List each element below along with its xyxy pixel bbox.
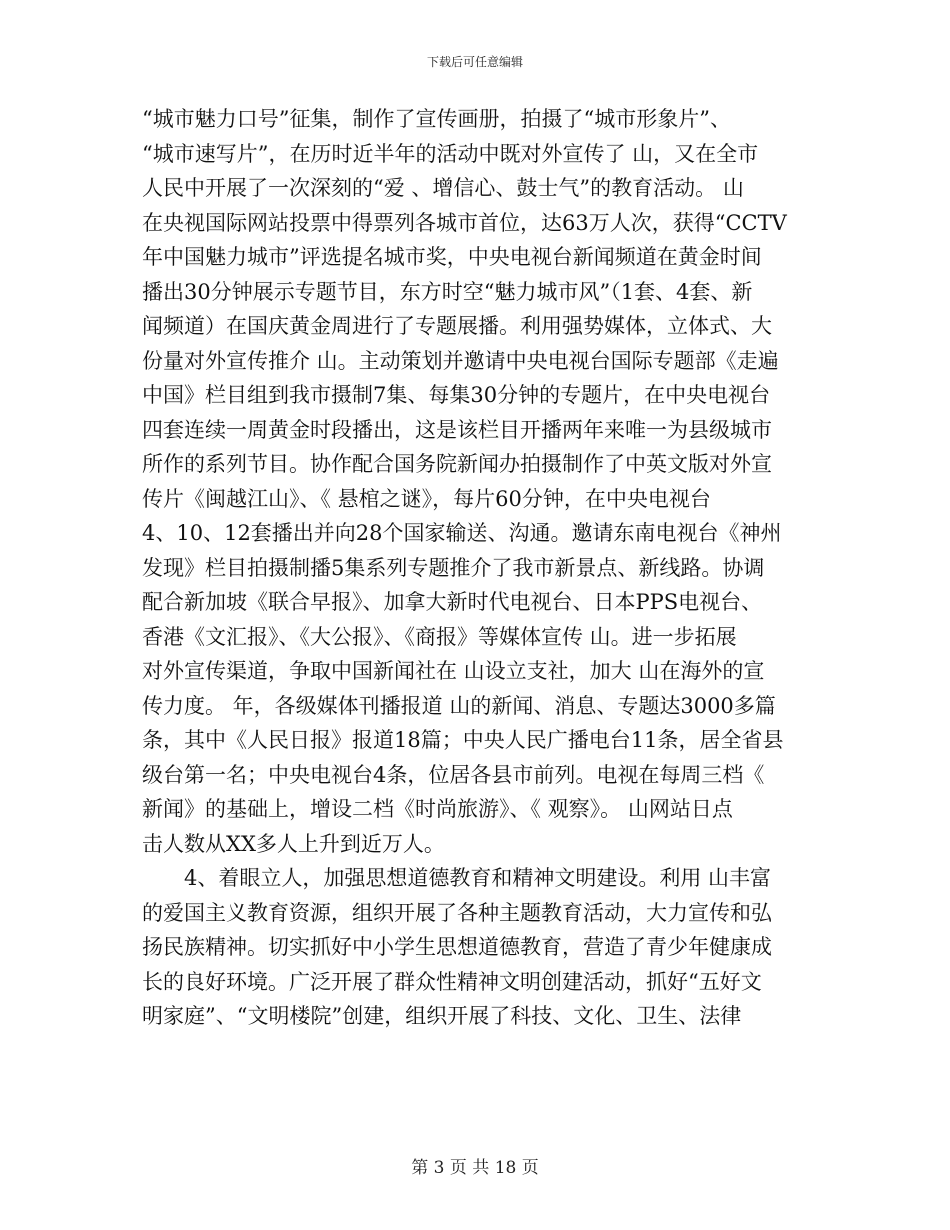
text-line: 传力度。 年，各级媒体刊播报道 山的新闻、消息、专题达3000多篇 (142, 693, 776, 718)
text-line: 击人数从XX多人上升到近万人。 (142, 831, 445, 856)
text-line: “城市速写片”，在历时近半年的活动中既对外宣传了 山，又在全市 (142, 141, 759, 166)
text-line: 级台第一名；中央电视台4条，位居各县市前列。电视在每周三档《 (142, 762, 765, 787)
text-line: 四套连续一周黄金时段播出，这是该栏目开播两年来唯一为县级城市 (142, 417, 772, 442)
text-line: 的爱国主义教育资源，组织开展了各种主题教育活动，大力宣传和弘 (142, 900, 772, 925)
document-body (142, 102, 818, 1034)
text-line: 传片《闽越江山》、《 悬棺之谜》，每片60分钟，在中央电视台 (142, 486, 711, 511)
text-line: 中国》栏目组到我市摄制7集、每集30分钟的专题片，在中央电视台 (142, 383, 771, 407)
page-number: 第 3 页 共 18 页 (411, 1158, 539, 1178)
text-line: 所作的系列节目。协作配合国务院新闻办拍摄制作了中英文版对外宣 (142, 452, 772, 476)
paragraph-2 (142, 861, 818, 1034)
text-line: 4、着眼立人，加强思想道德教育和精神文明建设。利用 山丰富 (184, 866, 772, 890)
text-line: 新闻》的基础上，增设二档《时尚旅游》、《 观察》。 山网站日点 (142, 797, 733, 821)
text-line: 扬民族精神。切实抓好中小学生思想道德教育，营造了青少年健康成 (142, 935, 772, 959)
text-line: 发现》栏目拍摄制播5集系列专题推介了我市新景点、新线路。协调 (142, 555, 765, 580)
text-line: 闻频道）在国庆黄金周进行了专题展播。利用强势媒体，立体式、大 (142, 314, 772, 338)
text-line: 份量对外宣传推介 山。主动策划并邀请中央电视台国际专题部《走遍 (142, 348, 779, 373)
text-line: “城市魅力口号”征集，制作了宣传画册，拍摄了“城市形象片”、 (142, 107, 731, 131)
text-line: 播出30分钟展示专题节目，东方时空“魅力城市风”（1套、4套、新 (142, 279, 753, 304)
header-note: 下载后可任意编辑 (426, 55, 523, 69)
text-line: 条，其中《人民日报》报道18篇；中央人民广播电台11条，居全省县 (142, 728, 784, 752)
paragraph-1 (142, 102, 818, 861)
text-line: 年中国魅力城市”评选提名城市奖，中央电视台新闻频道在黄金时间 (142, 245, 762, 269)
text-line: 配合新加坡《联合早报》、加拿大新时代电视台、日本PPS电视台、 (142, 590, 763, 614)
text-line: 明家庭”、“文明楼院”创建，组织开展了科技、文化、卫生、法律 (142, 1004, 742, 1028)
text-line: 4、10、12套播出并向28个国家输送、沟通。邀请东南电视台《神州 (142, 521, 782, 545)
text-line: 长的良好环境。广泛开展了群众性精神文明创建活动，抓好“五好文 (142, 969, 762, 994)
text-line: 对外宣传渠道，争取中国新闻社在 山设立支社，加大 山在海外的宣 (142, 659, 765, 683)
text-line: 香港《文汇报》、《大公报》、《商报》等媒体宣传 山。进一步拓展 (142, 624, 737, 649)
text-line: 人民中开展了一次深刻的“爱 、增信心、鼓士气”的教育活动。 山 (142, 176, 744, 200)
text-line: 在央视国际网站投票中得票列各城市首位，达63万人次，获得“CCTV (142, 210, 787, 235)
